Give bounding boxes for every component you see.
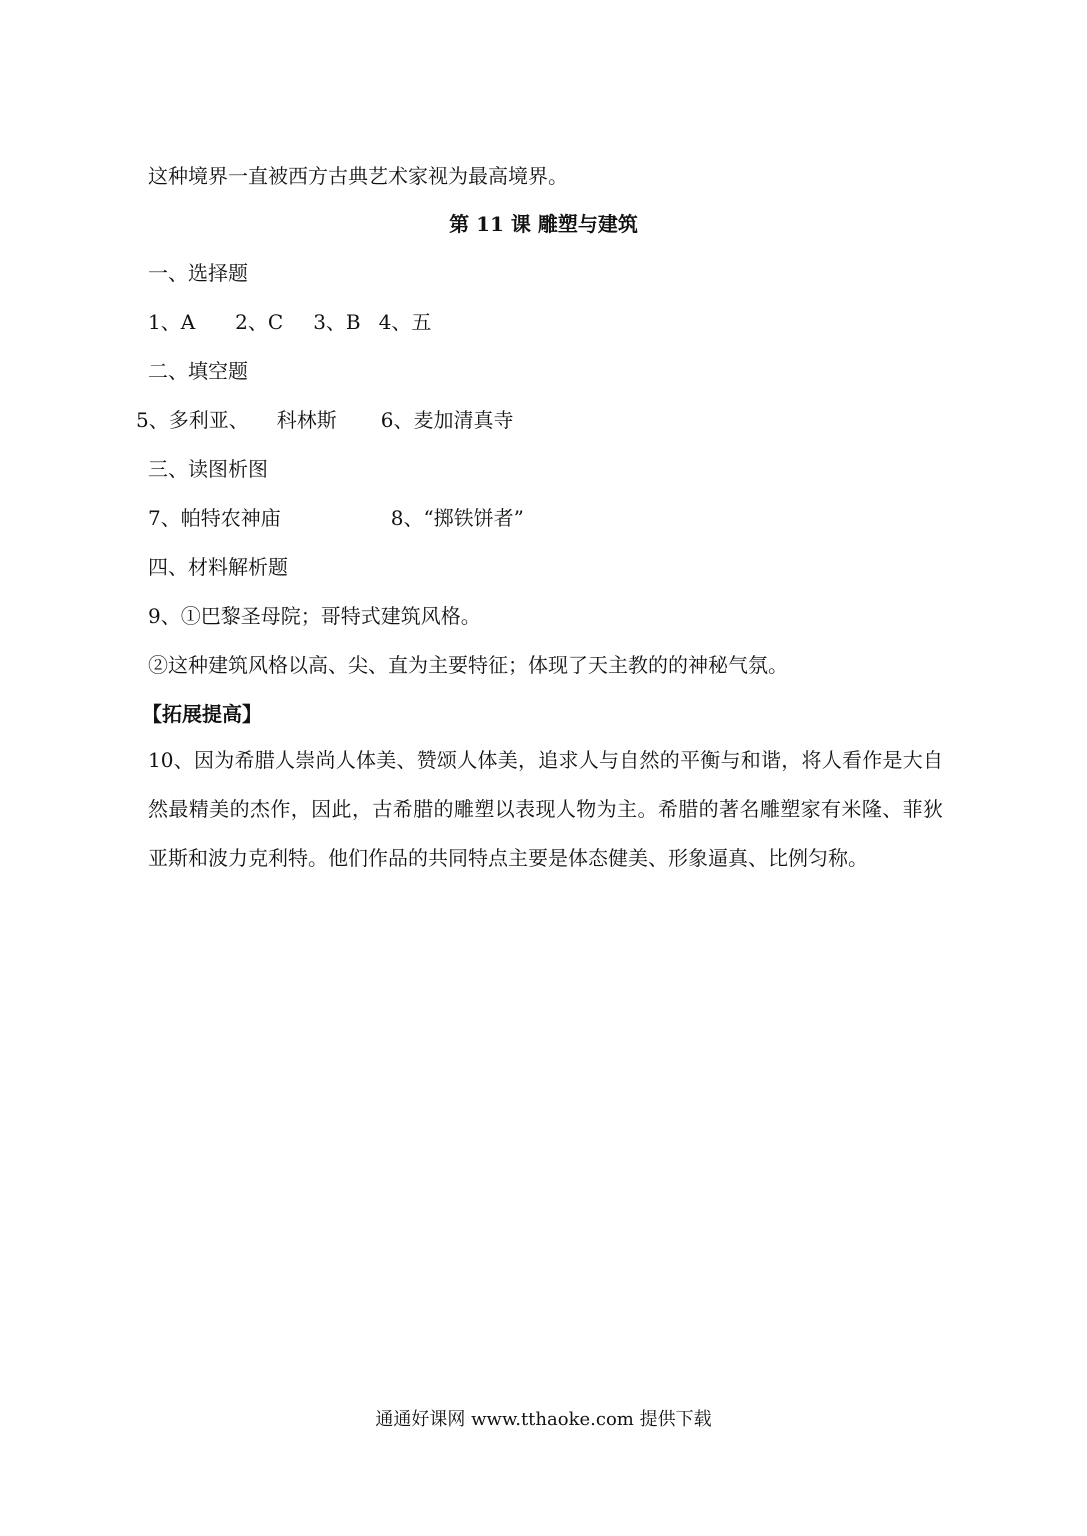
choice-answers-row — [148, 308, 431, 336]
intro-tail-text: 这种境界一直被西方古典艺术家视为最高境界。 — [148, 164, 568, 188]
image-answers-row — [148, 504, 524, 532]
answer-3: 3、B — [313, 310, 361, 334]
extension-heading: 【拓展提高】 — [142, 702, 262, 726]
answer-2: 2、C — [235, 310, 284, 334]
section-image-heading: 三、读图析图 — [148, 457, 268, 481]
fill-answers-row — [136, 406, 513, 434]
section-fill-heading: 二、填空题 — [148, 359, 248, 383]
answer-9-part-2: ②这种建筑风格以高、尖、直为主要特征；体现了天主教的的神秘气氛。 — [148, 653, 788, 677]
answer-6: 6、麦加清真寺 — [380, 408, 514, 432]
answer-10-paragraph: 10、因为希腊人崇尚人体美、赞颂人体美，追求人与自然的平衡与和谐，将人看作是大自然最精美的杰作，因此，古希腊的雕塑以表现人物为主。希腊的著名雕塑家有米隆、菲狄亚斯和波力克利特。他们作品的共同特点主要是体态健美、形象逼真、比例匀称。 — [148, 748, 943, 870]
answer-9-part-1: 9、①巴黎圣母院；哥特式建筑风格。 — [148, 604, 481, 628]
answer-5b: 科林斯 — [276, 408, 337, 432]
section-choice-heading: 一、选择题 — [148, 261, 248, 285]
page-footer: 通通好课网 www.tthaoke.com 提供下载 — [375, 1409, 712, 1430]
lesson-title: 第 11 课 雕塑与建筑 — [449, 212, 638, 236]
answer-1: 1、A — [148, 310, 196, 334]
answer-8: 8、“掷铁饼者” — [390, 506, 524, 530]
answer-4: 4、五 — [378, 310, 432, 334]
answer-7: 7、帕特农神庙 — [148, 506, 281, 530]
section-material-heading: 四、材料解析题 — [148, 555, 288, 579]
answer-5: 5、多利亚、 — [136, 408, 249, 432]
